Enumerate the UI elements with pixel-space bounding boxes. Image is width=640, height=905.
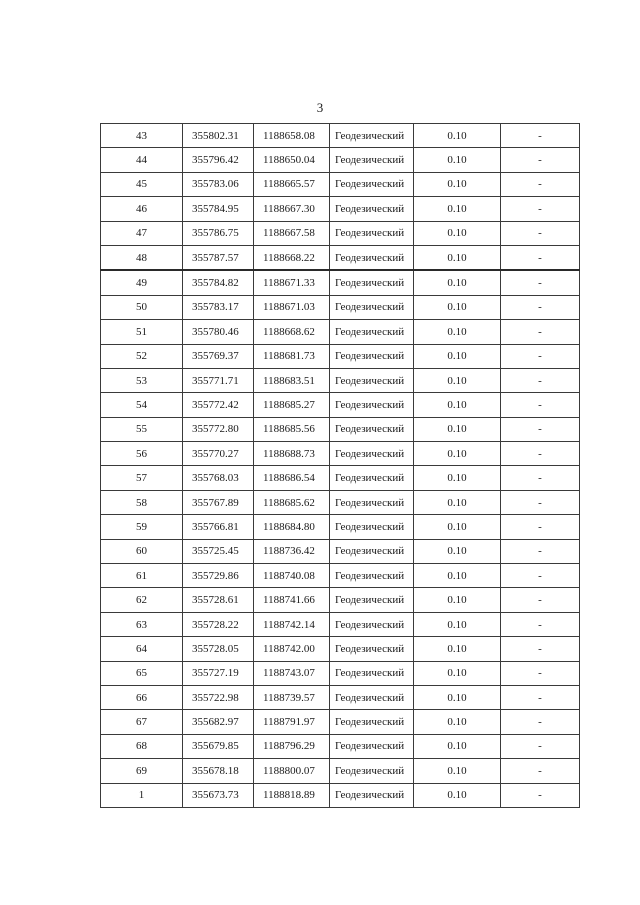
table-row bbox=[101, 466, 580, 490]
y-coordinate-cell: 1188742.00 bbox=[254, 637, 330, 661]
x-coordinate-cell: 355772.42 bbox=[183, 393, 254, 417]
accuracy-cell: 0.10 bbox=[414, 172, 501, 196]
table-row bbox=[101, 515, 580, 539]
accuracy-cell: 0.10 bbox=[414, 295, 501, 319]
accuracy-cell: 0.10 bbox=[414, 320, 501, 344]
point-number-cell: 68 bbox=[101, 734, 183, 758]
y-coordinate-cell: 1188681.73 bbox=[254, 344, 330, 368]
y-coordinate-cell: 1188650.04 bbox=[254, 148, 330, 172]
accuracy-cell: 0.10 bbox=[414, 417, 501, 441]
method-cell: Геодезический bbox=[330, 417, 414, 441]
note-cell: - bbox=[501, 417, 580, 441]
y-coordinate-cell: 1188658.08 bbox=[254, 124, 330, 148]
y-coordinate-cell: 1188683.51 bbox=[254, 368, 330, 392]
table-row bbox=[101, 197, 580, 221]
accuracy-cell: 0.10 bbox=[414, 539, 501, 563]
accuracy-cell: 0.10 bbox=[414, 270, 501, 295]
note-cell: - bbox=[501, 685, 580, 709]
accuracy-cell: 0.10 bbox=[414, 221, 501, 245]
table-row bbox=[101, 734, 580, 758]
x-coordinate-cell: 355728.61 bbox=[183, 588, 254, 612]
table-row bbox=[101, 368, 580, 392]
point-number-cell: 56 bbox=[101, 442, 183, 466]
point-number-cell: 61 bbox=[101, 564, 183, 588]
accuracy-cell: 0.10 bbox=[414, 393, 501, 417]
method-cell: Геодезический bbox=[330, 442, 414, 466]
accuracy-cell: 0.10 bbox=[414, 490, 501, 514]
point-number-cell: 48 bbox=[101, 245, 183, 270]
table-row bbox=[101, 320, 580, 344]
y-coordinate-cell: 1188667.30 bbox=[254, 197, 330, 221]
method-cell: Геодезический bbox=[330, 368, 414, 392]
accuracy-cell: 0.10 bbox=[414, 344, 501, 368]
page-number: 3 bbox=[316, 100, 324, 115]
x-coordinate-cell: 355772.80 bbox=[183, 417, 254, 441]
accuracy-cell: 0.10 bbox=[414, 661, 501, 685]
accuracy-cell: 0.10 bbox=[414, 442, 501, 466]
x-coordinate-cell: 355786.75 bbox=[183, 221, 254, 245]
note-cell: - bbox=[501, 172, 580, 196]
point-number-cell: 1 bbox=[101, 783, 183, 807]
accuracy-cell: 0.10 bbox=[414, 368, 501, 392]
note-cell: - bbox=[501, 124, 580, 148]
note-cell: - bbox=[501, 490, 580, 514]
y-coordinate-cell: 1188741.66 bbox=[254, 588, 330, 612]
table-row bbox=[101, 661, 580, 685]
table-row bbox=[101, 759, 580, 783]
y-coordinate-cell: 1188742.14 bbox=[254, 612, 330, 636]
method-cell: Геодезический bbox=[330, 295, 414, 319]
point-number-cell: 62 bbox=[101, 588, 183, 612]
table-row bbox=[101, 710, 580, 734]
y-coordinate-cell: 1188796.29 bbox=[254, 734, 330, 758]
point-number-cell: 43 bbox=[101, 124, 183, 148]
point-number-cell: 55 bbox=[101, 417, 183, 441]
method-cell: Геодезический bbox=[330, 344, 414, 368]
method-cell: Геодезический bbox=[330, 539, 414, 563]
method-cell: Геодезический bbox=[330, 490, 414, 514]
accuracy-cell: 0.10 bbox=[414, 759, 501, 783]
accuracy-cell: 0.10 bbox=[414, 564, 501, 588]
table-row bbox=[101, 172, 580, 196]
y-coordinate-cell: 1188818.89 bbox=[254, 783, 330, 807]
method-cell: Геодезический bbox=[330, 245, 414, 270]
y-coordinate-cell: 1188668.62 bbox=[254, 320, 330, 344]
method-cell: Геодезический bbox=[330, 710, 414, 734]
point-number-cell: 58 bbox=[101, 490, 183, 514]
accuracy-cell: 0.10 bbox=[414, 588, 501, 612]
method-cell: Геодезический bbox=[330, 172, 414, 196]
note-cell: - bbox=[501, 612, 580, 636]
x-coordinate-cell: 355769.37 bbox=[183, 344, 254, 368]
accuracy-cell: 0.10 bbox=[414, 124, 501, 148]
x-coordinate-cell: 355727.19 bbox=[183, 661, 254, 685]
note-cell: - bbox=[501, 661, 580, 685]
y-coordinate-cell: 1188671.33 bbox=[254, 270, 330, 295]
method-cell: Геодезический bbox=[330, 685, 414, 709]
y-coordinate-cell: 1188667.58 bbox=[254, 221, 330, 245]
accuracy-cell: 0.10 bbox=[414, 197, 501, 221]
point-number-cell: 50 bbox=[101, 295, 183, 319]
table-row bbox=[101, 783, 580, 807]
x-coordinate-cell: 355780.46 bbox=[183, 320, 254, 344]
table-row bbox=[101, 295, 580, 319]
x-coordinate-cell: 355722.98 bbox=[183, 685, 254, 709]
note-cell: - bbox=[501, 344, 580, 368]
table-row bbox=[101, 393, 580, 417]
point-number-cell: 60 bbox=[101, 539, 183, 563]
y-coordinate-cell: 1188688.73 bbox=[254, 442, 330, 466]
y-coordinate-cell: 1188685.27 bbox=[254, 393, 330, 417]
table-row bbox=[101, 221, 580, 245]
note-cell: - bbox=[501, 515, 580, 539]
note-cell: - bbox=[501, 148, 580, 172]
table-row bbox=[101, 588, 580, 612]
y-coordinate-cell: 1188686.54 bbox=[254, 466, 330, 490]
table-row bbox=[101, 685, 580, 709]
x-coordinate-cell: 355766.81 bbox=[183, 515, 254, 539]
note-cell: - bbox=[501, 295, 580, 319]
point-number-cell: 63 bbox=[101, 612, 183, 636]
point-number-cell: 57 bbox=[101, 466, 183, 490]
y-coordinate-cell: 1188743.07 bbox=[254, 661, 330, 685]
point-number-cell: 49 bbox=[101, 270, 183, 295]
point-number-cell: 54 bbox=[101, 393, 183, 417]
method-cell: Геодезический bbox=[330, 515, 414, 539]
table-row bbox=[101, 637, 580, 661]
note-cell: - bbox=[501, 466, 580, 490]
table-row bbox=[101, 344, 580, 368]
note-cell: - bbox=[501, 783, 580, 807]
accuracy-cell: 0.10 bbox=[414, 637, 501, 661]
note-cell: - bbox=[501, 564, 580, 588]
table-row bbox=[101, 564, 580, 588]
method-cell: Геодезический bbox=[330, 221, 414, 245]
point-number-cell: 59 bbox=[101, 515, 183, 539]
accuracy-cell: 0.10 bbox=[414, 466, 501, 490]
table-row bbox=[101, 148, 580, 172]
y-coordinate-cell: 1188739.57 bbox=[254, 685, 330, 709]
note-cell: - bbox=[501, 759, 580, 783]
note-cell: - bbox=[501, 539, 580, 563]
point-number-cell: 51 bbox=[101, 320, 183, 344]
point-number-cell: 65 bbox=[101, 661, 183, 685]
method-cell: Геодезический bbox=[330, 783, 414, 807]
point-number-cell: 44 bbox=[101, 148, 183, 172]
table-row bbox=[101, 612, 580, 636]
note-cell: - bbox=[501, 393, 580, 417]
point-number-cell: 67 bbox=[101, 710, 183, 734]
point-number-cell: 52 bbox=[101, 344, 183, 368]
y-coordinate-cell: 1188740.08 bbox=[254, 564, 330, 588]
method-cell: Геодезический bbox=[330, 588, 414, 612]
table-row bbox=[101, 245, 580, 270]
note-cell: - bbox=[501, 221, 580, 245]
point-number-cell: 69 bbox=[101, 759, 183, 783]
x-coordinate-cell: 355725.45 bbox=[183, 539, 254, 563]
point-number-cell: 45 bbox=[101, 172, 183, 196]
y-coordinate-cell: 1188791.97 bbox=[254, 710, 330, 734]
method-cell: Геодезический bbox=[330, 466, 414, 490]
method-cell: Геодезический bbox=[330, 320, 414, 344]
y-coordinate-cell: 1188668.22 bbox=[254, 245, 330, 270]
note-cell: - bbox=[501, 320, 580, 344]
method-cell: Геодезический bbox=[330, 148, 414, 172]
x-coordinate-cell: 355770.27 bbox=[183, 442, 254, 466]
x-coordinate-cell: 355673.73 bbox=[183, 783, 254, 807]
point-number-cell: 53 bbox=[101, 368, 183, 392]
coordinates-table-body bbox=[101, 124, 580, 808]
y-coordinate-cell: 1188685.62 bbox=[254, 490, 330, 514]
note-cell: - bbox=[501, 270, 580, 295]
note-cell: - bbox=[501, 245, 580, 270]
y-coordinate-cell: 1188671.03 bbox=[254, 295, 330, 319]
accuracy-cell: 0.10 bbox=[414, 148, 501, 172]
accuracy-cell: 0.10 bbox=[414, 685, 501, 709]
method-cell: Геодезический bbox=[330, 393, 414, 417]
table-row bbox=[101, 417, 580, 441]
x-coordinate-cell: 355728.05 bbox=[183, 637, 254, 661]
x-coordinate-cell: 355767.89 bbox=[183, 490, 254, 514]
x-coordinate-cell: 355783.17 bbox=[183, 295, 254, 319]
note-cell: - bbox=[501, 588, 580, 612]
note-cell: - bbox=[501, 197, 580, 221]
method-cell: Геодезический bbox=[330, 637, 414, 661]
y-coordinate-cell: 1188665.57 bbox=[254, 172, 330, 196]
x-coordinate-cell: 355768.03 bbox=[183, 466, 254, 490]
note-cell: - bbox=[501, 368, 580, 392]
accuracy-cell: 0.10 bbox=[414, 245, 501, 270]
accuracy-cell: 0.10 bbox=[414, 783, 501, 807]
x-coordinate-cell: 355679.85 bbox=[183, 734, 254, 758]
x-coordinate-cell: 355678.18 bbox=[183, 759, 254, 783]
y-coordinate-cell: 1188684.80 bbox=[254, 515, 330, 539]
method-cell: Геодезический bbox=[330, 270, 414, 295]
x-coordinate-cell: 355796.42 bbox=[183, 148, 254, 172]
note-cell: - bbox=[501, 734, 580, 758]
x-coordinate-cell: 355783.06 bbox=[183, 172, 254, 196]
method-cell: Геодезический bbox=[330, 197, 414, 221]
point-number-cell: 46 bbox=[101, 197, 183, 221]
y-coordinate-cell: 1188736.42 bbox=[254, 539, 330, 563]
accuracy-cell: 0.10 bbox=[414, 710, 501, 734]
method-cell: Геодезический bbox=[330, 734, 414, 758]
table-row bbox=[101, 539, 580, 563]
x-coordinate-cell: 355682.97 bbox=[183, 710, 254, 734]
y-coordinate-cell: 1188800.07 bbox=[254, 759, 330, 783]
accuracy-cell: 0.10 bbox=[414, 515, 501, 539]
note-cell: - bbox=[501, 442, 580, 466]
table-row bbox=[101, 270, 580, 295]
accuracy-cell: 0.10 bbox=[414, 734, 501, 758]
x-coordinate-cell: 355787.57 bbox=[183, 245, 254, 270]
method-cell: Геодезический bbox=[330, 612, 414, 636]
method-cell: Геодезический bbox=[330, 124, 414, 148]
y-coordinate-cell: 1188685.56 bbox=[254, 417, 330, 441]
point-number-cell: 66 bbox=[101, 685, 183, 709]
method-cell: Геодезический bbox=[330, 661, 414, 685]
table-row bbox=[101, 490, 580, 514]
x-coordinate-cell: 355729.86 bbox=[183, 564, 254, 588]
point-number-cell: 64 bbox=[101, 637, 183, 661]
method-cell: Геодезический bbox=[330, 759, 414, 783]
table-row bbox=[101, 442, 580, 466]
accuracy-cell: 0.10 bbox=[414, 612, 501, 636]
x-coordinate-cell: 355784.95 bbox=[183, 197, 254, 221]
method-cell: Геодезический bbox=[330, 564, 414, 588]
point-number-cell: 47 bbox=[101, 221, 183, 245]
x-coordinate-cell: 355771.71 bbox=[183, 368, 254, 392]
x-coordinate-cell: 355784.82 bbox=[183, 270, 254, 295]
x-coordinate-cell: 355728.22 bbox=[183, 612, 254, 636]
x-coordinate-cell: 355802.31 bbox=[183, 124, 254, 148]
coordinates-table bbox=[100, 123, 580, 808]
table-row bbox=[101, 124, 580, 148]
note-cell: - bbox=[501, 710, 580, 734]
note-cell: - bbox=[501, 637, 580, 661]
